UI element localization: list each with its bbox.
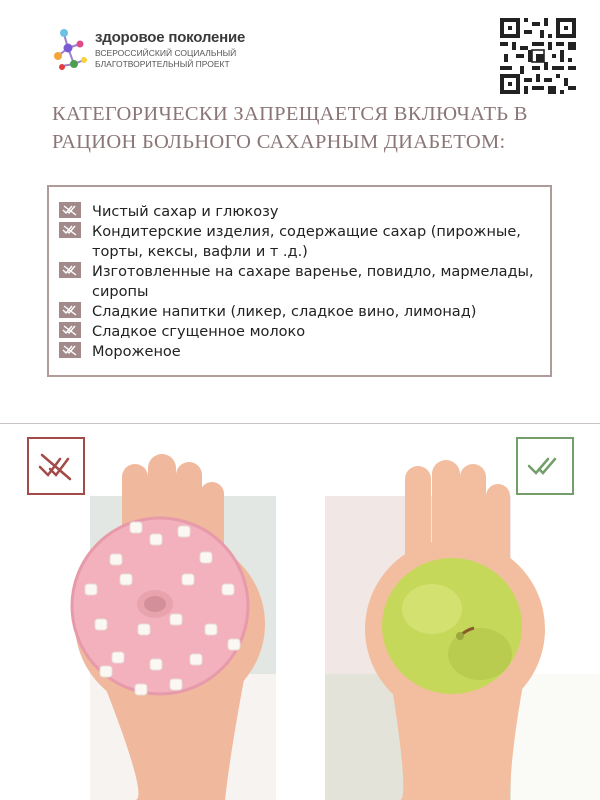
crossed-check-icon (36, 449, 76, 483)
crossed-check-icon (59, 302, 81, 318)
brand-name: здоровое поколение (95, 29, 246, 46)
brand-subtitle (95, 48, 295, 70)
bullet (59, 342, 81, 360)
bullet (59, 322, 81, 340)
crossed-check-icon (59, 322, 81, 338)
list-item-text: Сладкое сгущенное молоко (92, 324, 306, 340)
list-item-text: Изготовленные на сахаре варенье, повидло, мармелады, сиропы (92, 264, 534, 300)
not-allowed-badge (27, 437, 85, 495)
crossed-check-icon (59, 222, 81, 238)
bullet (59, 302, 81, 320)
bullet (59, 262, 81, 280)
list-item (59, 322, 542, 342)
crossed-check-icon (59, 342, 81, 358)
list-item (59, 202, 542, 222)
double-check-icon (525, 449, 565, 483)
bullet (59, 202, 81, 220)
crossed-check-icon (59, 262, 81, 278)
list-item (59, 302, 542, 322)
list-item-text: Чистый сахар и глюкозу (92, 204, 279, 220)
brand-subtitle-line-2: БЛАГОТВОРИТЕЛЬНЫЙ ПРОЕКТ (95, 59, 230, 69)
molecule-logo-icon (52, 26, 90, 72)
qr-code (500, 18, 576, 94)
list-item-text: Мороженое (92, 344, 181, 360)
list-item-text: Кондитерские изделия, содержащие сахар (пирожные, торты, кексы, вафли и т .д.) (92, 224, 521, 260)
page-title: КАТЕГОРИЧЕСКИ ЗАПРЕЩАЕТСЯ ВКЛЮЧАТЬ В РАЦИОН БОЛЬНОГО САХАРНЫМ ДИАБЕТОМ: (52, 103, 528, 153)
list-item-text: Сладкие напитки (ликер, сладкое вино, лимонад) (92, 304, 477, 320)
header (0, 0, 600, 95)
forbidden-foods-list (47, 185, 552, 377)
list-item (59, 262, 542, 302)
allowed-badge (516, 437, 574, 495)
list-item (59, 222, 542, 262)
crossed-check-icon (59, 202, 81, 218)
list-item (59, 342, 542, 362)
bullet (59, 222, 81, 240)
brand-subtitle-line-1: ВСЕРОССИЙСКИЙ СОЦИАЛЬНЫЙ (95, 48, 237, 58)
